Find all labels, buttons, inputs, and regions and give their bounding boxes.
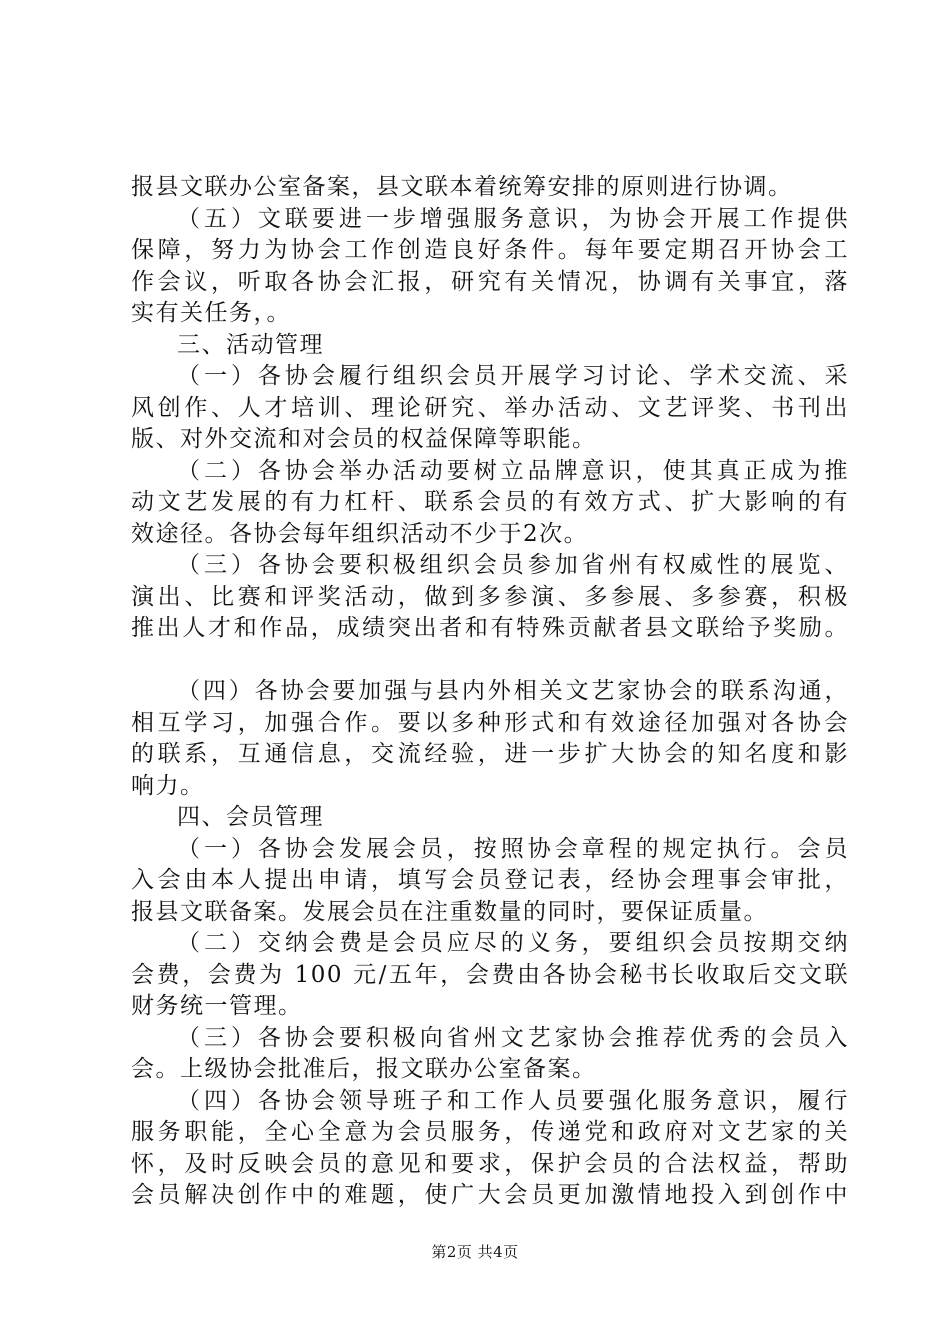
text-line: 效途径。各协会每年组织活动不少于2次。: [131, 520, 589, 547]
text-line: 报县文联备案。发展会员在注重数量的同时，要保证质量。: [131, 898, 768, 925]
text-line: 会。上级协会批准后，报文联办公室备案。: [131, 1056, 597, 1082]
text-line: 入会由本人提出申请，填写会员登记表，经协会理事会审批，: [131, 867, 849, 893]
text-line: （五）文联要进一步增强服务意识，为协会开展工作提供: [177, 205, 849, 232]
text-line: 风创作、人才培训、理论研究、举办活动、文艺评奖、书刊出: [131, 394, 849, 421]
text-line: （二）交纳会费是会员应尽的义务，要组织会员按期交纳: [177, 930, 849, 956]
text-line: （二）各协会举办活动要树立品牌意识，使其真正成为推: [177, 457, 849, 484]
text-line: 会费，会费为 100 元/五年，会费由各协会秘书长收取后交文联: [131, 961, 849, 988]
text-line: 财务统一管理。: [131, 993, 303, 1019]
text-line: （三）各协会要积极向省州文艺家协会推荐优秀的会员入: [177, 1024, 849, 1051]
text-line: 报县文联办公室备案，县文联本着统筹安排的原则进行协调。: [131, 174, 793, 200]
page-footer: 第2页 共4页: [431, 1243, 519, 1261]
text-line: （一）各协会履行组织会员开展学习讨论、学术交流、采: [177, 363, 849, 389]
text-line: 响力。: [131, 772, 205, 799]
text-line: 推出人才和作品，成绩突出者和有特殊贡献者县文联给予奖励。: [131, 615, 849, 641]
text-line: 版、对外交流和对会员的权益保障等职能。: [131, 426, 597, 452]
text-line: 作会议，听取各协会汇报，研究有关情况，协调有关事宜，落: [131, 268, 849, 295]
text-line: 保障，努力为协会工作创造良好条件。每年要定期召开协会工: [131, 237, 849, 263]
text-line: 实有关任务，。: [131, 300, 291, 326]
text-line: 四、会员管理: [177, 804, 324, 830]
blank-line: [131, 645, 849, 677]
text-line: 动文艺发展的有力杠杆、联系会员的有效方式、扩大影响的有: [131, 489, 849, 515]
text-line: （一）各协会发展会员，按照协会章程的规定执行。会员: [177, 835, 849, 862]
text-line: 三、活动管理: [177, 331, 324, 358]
text-line: 服务职能，全心全意为会员服务，传递党和政府对文艺家的关: [131, 1119, 849, 1145]
document-body: [131, 172, 849, 1212]
text-line: 怀，及时反映会员的意见和要求，保护会员的合法权益，帮助: [131, 1150, 849, 1177]
text-line: 的联系，互通信息，交流经验，进一步扩大协会的知名度和影: [131, 741, 849, 767]
text-line: 相互学习，加强合作。要以多种形式和有效途径加强对各协会: [131, 709, 849, 736]
text-line: （三）各协会要积极组织会员参加省州有权威性的展览、: [177, 552, 849, 578]
text-line: 演出、比赛和评奖活动，做到多参演、多参展、多参赛，积极: [131, 583, 849, 610]
text-line: （四）各协会领导班子和工作人员要强化服务意识，履行: [177, 1087, 849, 1114]
text-line: 会员解决创作中的难题，使广大会员更加激情地投入到创作中: [131, 1182, 849, 1208]
text-line: （四）各协会要加强与县内外相关文艺家协会的联系沟通，: [177, 678, 849, 704]
